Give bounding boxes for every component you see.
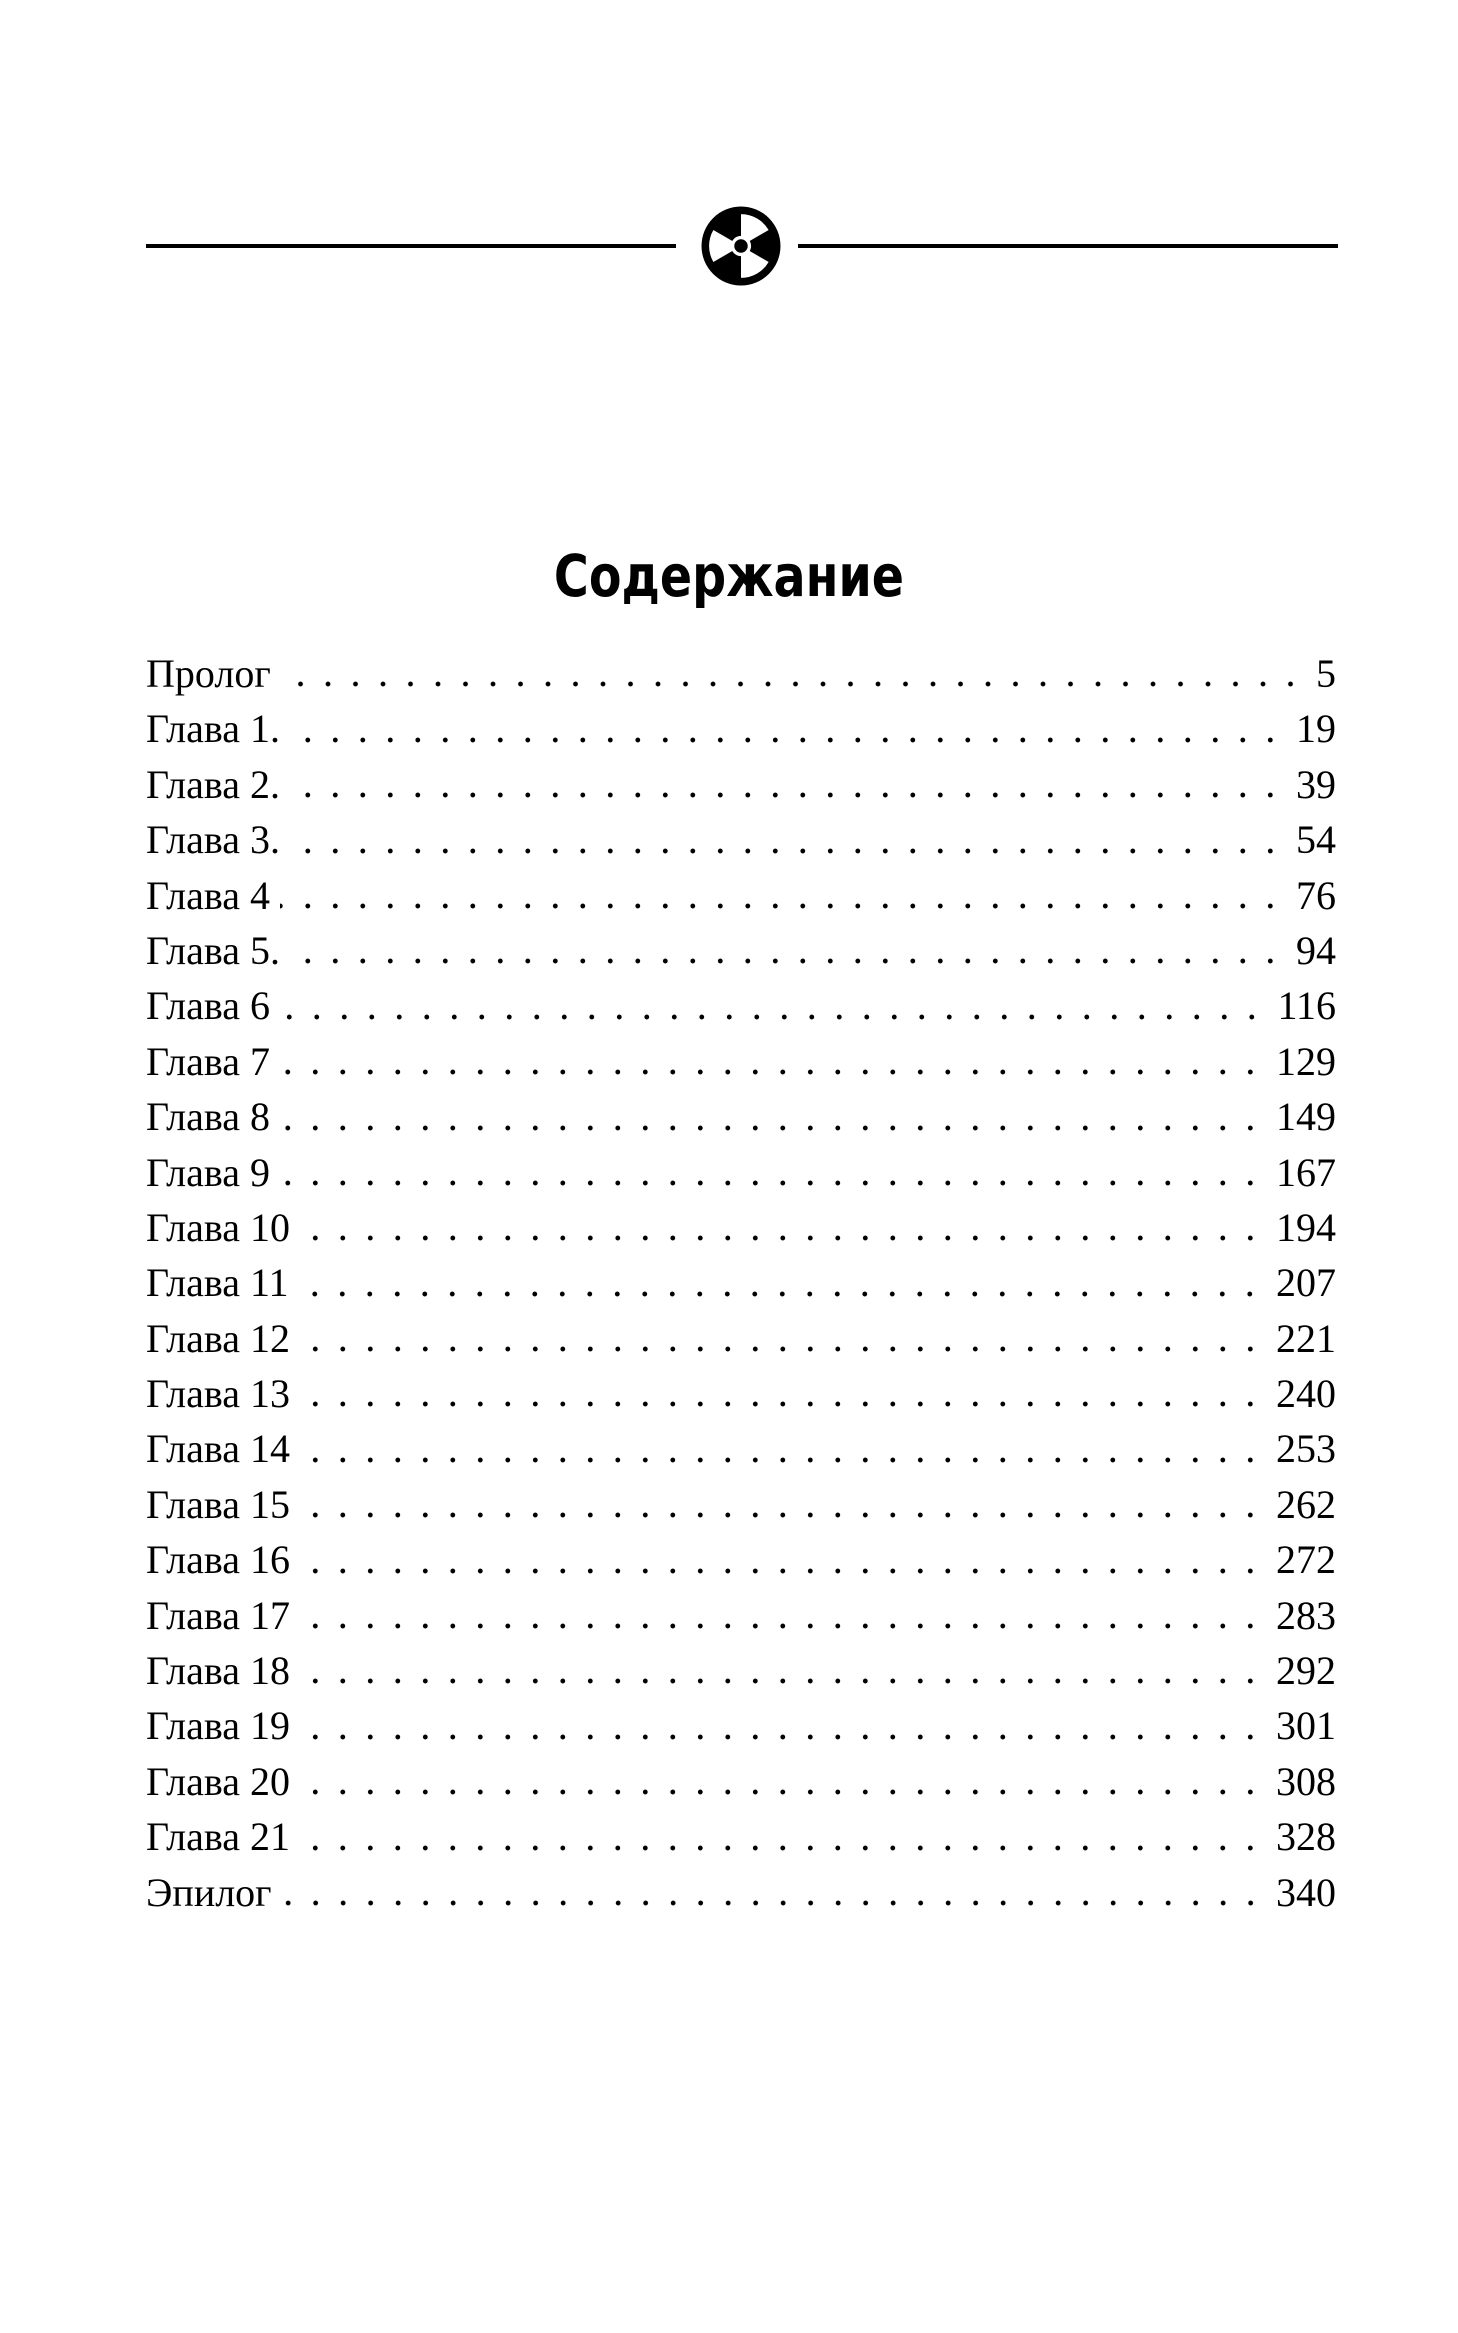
toc-entry[interactable]	[146, 646, 1336, 701]
toc-entry-page-number: 76	[1296, 872, 1336, 918]
toc-entry[interactable]	[146, 1754, 1336, 1809]
toc-entry-label: Глава 9	[146, 1149, 270, 1195]
table-of-contents	[146, 646, 1336, 1920]
toc-entry-page-number: 194	[1276, 1204, 1336, 1250]
toc-entry-page-number: 129	[1276, 1038, 1336, 1084]
toc-dot-leader	[300, 1845, 1264, 1851]
toc-entry-label: Глава 6	[146, 983, 270, 1029]
toc-dot-leader	[298, 1291, 1264, 1297]
toc-entry-page-number: 272	[1276, 1537, 1336, 1583]
toc-dot-leader	[282, 1900, 1264, 1906]
toc-dot-leader	[281, 681, 1304, 687]
toc-entry-label: Глава 21	[146, 1814, 290, 1860]
toc-entry[interactable]	[146, 1145, 1336, 1200]
toc-dot-leader	[300, 1789, 1264, 1795]
toc-dot-leader	[300, 1235, 1264, 1241]
toc-entry-page-number: 308	[1276, 1758, 1336, 1804]
toc-dot-leader	[300, 1346, 1264, 1352]
toc-entry-page-number: 116	[1277, 983, 1336, 1029]
toc-dot-leader	[280, 903, 1284, 909]
toc-entry-label: Глава 11	[146, 1260, 289, 1306]
toc-entry-label: Глава 16	[146, 1537, 290, 1583]
toc-entry-page-number: 94	[1296, 927, 1336, 973]
toc-entry[interactable]	[146, 812, 1336, 867]
toc-entry-label: Глава 13	[146, 1371, 290, 1417]
toc-entry-page-number: 149	[1276, 1094, 1336, 1140]
toc-entry-label: Глава 8	[146, 1094, 270, 1140]
toc-dot-leader	[300, 1512, 1264, 1518]
toc-entry-page-number: 54	[1296, 817, 1336, 863]
toc-entry[interactable]	[146, 1865, 1336, 1920]
toc-entry[interactable]	[146, 1588, 1336, 1643]
toc-entry-page-number: 283	[1276, 1592, 1336, 1638]
toc-entry-label: Глава 14	[146, 1426, 290, 1472]
toc-entry-label: Глава 15	[146, 1481, 290, 1527]
toc-dot-leader	[280, 1125, 1264, 1131]
toc-entry-page-number: 340	[1276, 1869, 1336, 1915]
toc-entry[interactable]	[146, 1532, 1336, 1587]
toc-entry[interactable]	[146, 1809, 1336, 1864]
toc-entry-label: Глава 7	[146, 1038, 270, 1084]
toc-entry-label: Глава 2.	[146, 761, 280, 807]
toc-dot-leader	[290, 848, 1284, 854]
toc-dot-leader	[300, 1568, 1264, 1574]
toc-entry-label: Глава 3.	[146, 817, 280, 863]
toc-entry[interactable]	[146, 1643, 1336, 1698]
toc-entry[interactable]	[146, 1034, 1336, 1089]
toc-dot-leader	[300, 1678, 1264, 1684]
ornament-rule-right	[798, 244, 1338, 248]
toc-entry-page-number: 253	[1276, 1426, 1336, 1472]
toc-entry-label: Пролог	[146, 651, 271, 696]
toc-entry-page-number: 207	[1276, 1260, 1336, 1306]
toc-entry-page-number: 262	[1276, 1481, 1336, 1527]
toc-entry[interactable]	[146, 1366, 1336, 1421]
toc-entry-label: Глава 18	[146, 1648, 290, 1694]
toc-entry[interactable]	[146, 701, 1336, 756]
toc-entry-label: Глава 4	[146, 872, 270, 918]
toc-entry-label: Эпилог	[146, 1869, 272, 1915]
toc-entry[interactable]	[146, 868, 1336, 923]
toc-entry[interactable]	[146, 1311, 1336, 1366]
toc-entry-page-number: 5	[1316, 651, 1336, 696]
toc-dot-leader	[300, 1401, 1264, 1407]
toc-dot-leader	[300, 1623, 1264, 1629]
toc-entry-label: Глава 17	[146, 1592, 290, 1638]
page-title: Содержание	[553, 542, 905, 610]
toc-entry[interactable]	[146, 923, 1336, 978]
toc-entry[interactable]	[146, 1255, 1336, 1310]
toc-entry[interactable]	[146, 1477, 1336, 1532]
toc-entry-label: Глава 12	[146, 1315, 290, 1361]
ornament-rule-left	[146, 244, 676, 248]
toc-entry[interactable]	[146, 757, 1336, 812]
toc-entry-page-number: 328	[1276, 1814, 1336, 1860]
toc-entry[interactable]	[146, 1698, 1336, 1753]
toc-entry-page-number: 221	[1276, 1315, 1336, 1361]
toc-dot-leader	[290, 792, 1284, 798]
toc-entry-label: Глава 10	[146, 1204, 290, 1250]
toc-dot-leader	[300, 1734, 1264, 1740]
toc-dot-leader	[280, 1014, 1266, 1020]
toc-entry-label: Глава 20	[146, 1758, 290, 1804]
toc-entry-page-number: 19	[1296, 706, 1336, 752]
toc-entry-label: Глава 5.	[146, 927, 280, 973]
toc-entry-label: Глава 19	[146, 1703, 290, 1749]
toc-dot-leader	[290, 737, 1284, 743]
toc-dot-leader	[300, 1457, 1264, 1463]
toc-dot-leader	[280, 1069, 1264, 1075]
toc-entry[interactable]	[146, 1200, 1336, 1255]
radiation-trefoil-icon	[699, 204, 783, 288]
toc-entry-page-number: 240	[1276, 1371, 1336, 1417]
toc-dot-leader	[280, 1180, 1264, 1186]
toc-entry-page-number: 39	[1296, 761, 1336, 807]
header-ornament	[146, 200, 1338, 290]
toc-entry-label: Глава 1.	[146, 706, 280, 752]
toc-entry-page-number: 301	[1276, 1703, 1336, 1749]
toc-entry-page-number: 167	[1276, 1149, 1336, 1195]
toc-entry[interactable]	[146, 978, 1336, 1033]
toc-dot-leader	[290, 958, 1284, 964]
toc-entry-page-number: 292	[1276, 1648, 1336, 1694]
toc-entry[interactable]	[146, 1421, 1336, 1476]
toc-entry[interactable]	[146, 1089, 1336, 1144]
